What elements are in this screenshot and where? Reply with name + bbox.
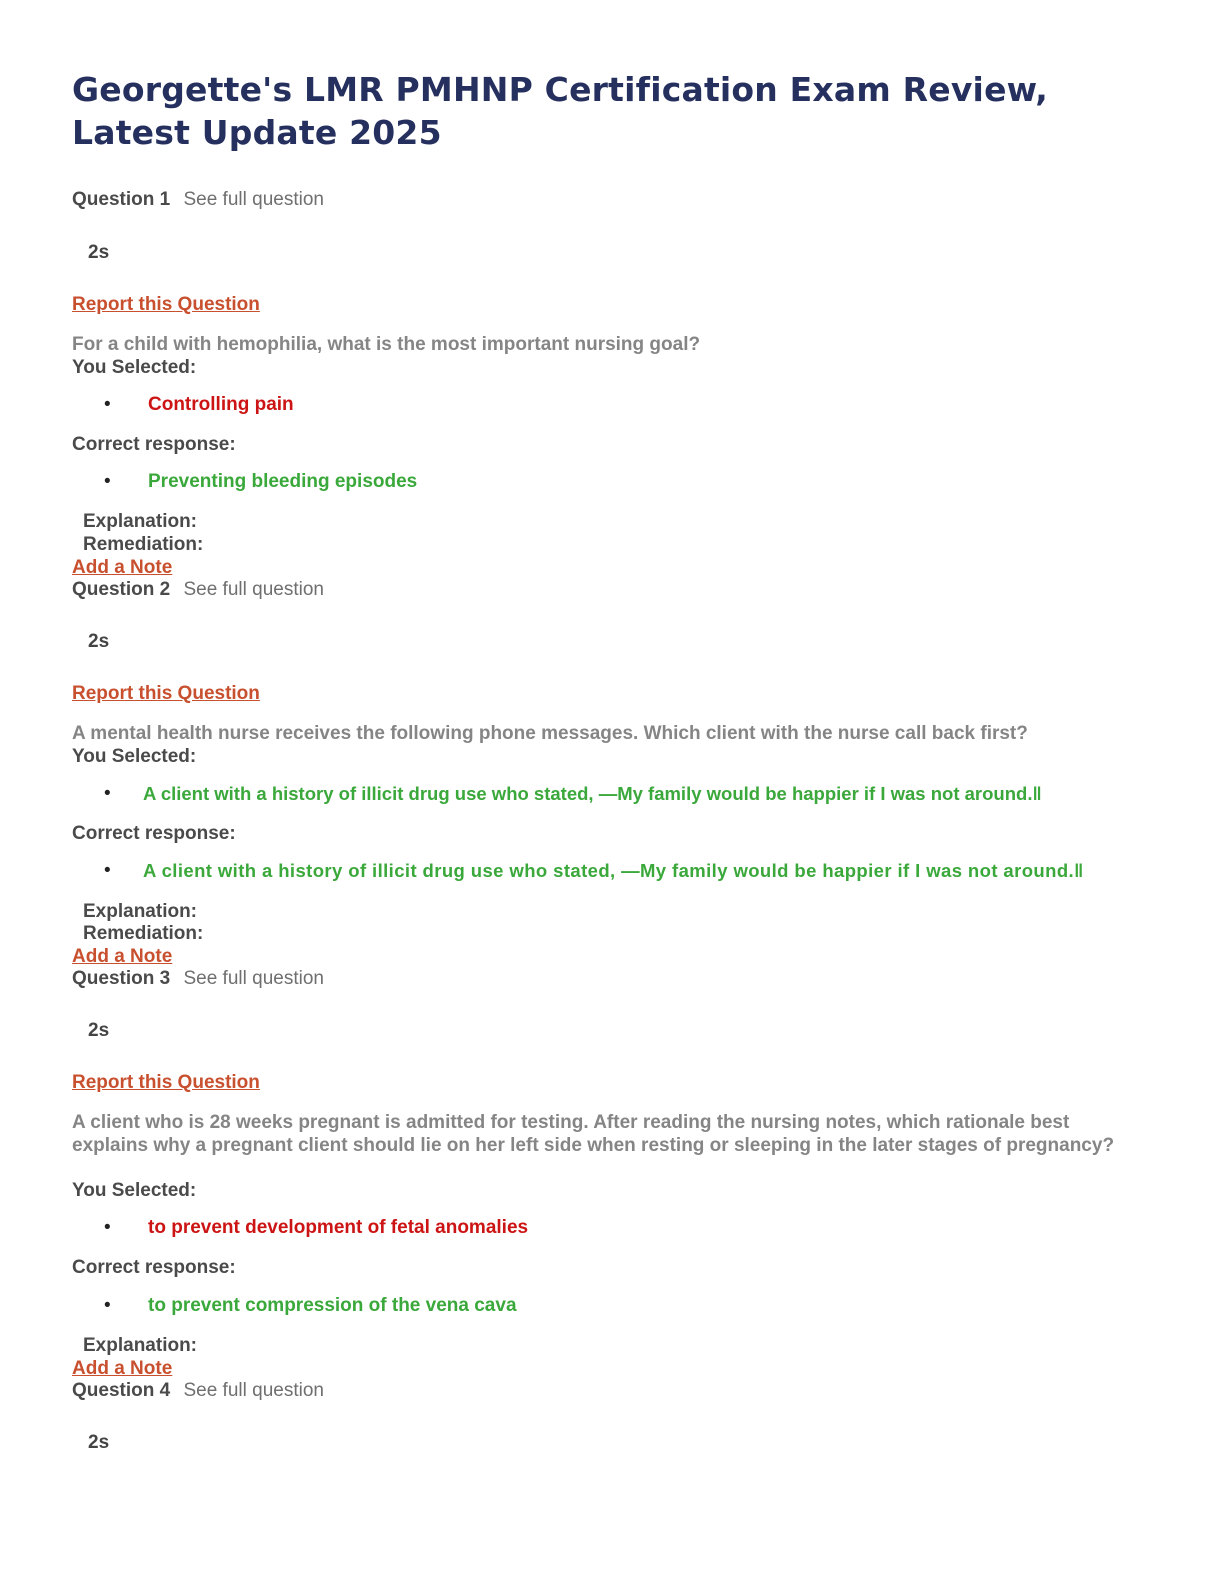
bullet-icon: •: [104, 471, 111, 492]
explanation-label: Explanation:: [83, 901, 198, 922]
question-text: A mental health nurse receives the following phone messages. Which client with the nurse call back first?: [72, 723, 1028, 744]
add-note-link[interactable]: Add a Note: [72, 946, 173, 967]
selected-answer: Controlling pain: [148, 394, 294, 415]
question-2-header: [72, 578, 324, 602]
question-time: 2s: [88, 242, 110, 263]
see-full-question-link[interactable]: See full question: [183, 189, 324, 210]
correct-answer: Preventing bleeding episodes: [148, 471, 418, 492]
add-note-link[interactable]: Add a Note: [72, 557, 173, 578]
question-number: Question 4: [72, 1380, 171, 1401]
question-text: A client who is 28 weeks pregnant is admitted for testing. After reading the nursing notes, which rationale best explains why a pregnant client should lie on her left side when resting or sleeping in the later stages of pregnancy?: [72, 1112, 1115, 1156]
selected-answer: A client with a history of illicit drug use who stated, ―My family would be happier if I was not around.‖: [143, 783, 1042, 804]
question-number: Question 2: [72, 579, 171, 600]
bullet-icon: •: [104, 1217, 111, 1238]
question-time: 2s: [88, 1020, 110, 1041]
correct-response-label: Correct response:: [72, 434, 236, 455]
bullet-icon: •: [104, 860, 111, 881]
see-full-question-link[interactable]: See full question: [183, 1380, 324, 1401]
see-full-question-link[interactable]: See full question: [183, 579, 324, 600]
page-title: Georgette's LMR PMHNP Certification Exam Review, Latest Update 2025: [72, 70, 1048, 152]
correct-response-label: Correct response:: [72, 1257, 236, 1278]
you-selected-label: You Selected:: [72, 357, 197, 378]
selected-answer: to prevent development of fetal anomalies: [148, 1217, 529, 1238]
report-question-link[interactable]: Report this Question: [72, 1072, 260, 1093]
correct-answer: to prevent compression of the vena cava: [148, 1295, 517, 1316]
report-question-link[interactable]: Report this Question: [72, 683, 260, 704]
remediation-label: Remediation:: [83, 923, 204, 944]
correct-answer: A client with a history of illicit drug use who stated, ―My family would be happier if I was not around.‖: [143, 860, 1084, 881]
question-time: 2s: [88, 1432, 110, 1453]
question-number: Question 1: [72, 189, 171, 210]
correct-response-label: Correct response:: [72, 823, 236, 844]
you-selected-label: You Selected:: [72, 1180, 197, 1201]
question-time: 2s: [88, 631, 110, 652]
question-4-header: [72, 1379, 324, 1403]
remediation-label: Remediation:: [83, 534, 204, 555]
question-number: Question 3: [72, 968, 171, 989]
bullet-icon: •: [104, 783, 111, 804]
see-full-question-link[interactable]: See full question: [183, 968, 324, 989]
question-text: For a child with hemophilia, what is the most important nursing goal?: [72, 334, 701, 355]
report-question-link[interactable]: Report this Question: [72, 294, 260, 315]
question-1-header: [72, 188, 324, 212]
you-selected-label: You Selected:: [72, 746, 197, 767]
explanation-label: Explanation:: [83, 1335, 198, 1356]
add-note-link[interactable]: Add a Note: [72, 1358, 173, 1379]
bullet-icon: •: [104, 1295, 111, 1316]
question-3-header: [72, 967, 324, 991]
bullet-icon: •: [104, 394, 111, 415]
explanation-label: Explanation:: [83, 511, 198, 532]
